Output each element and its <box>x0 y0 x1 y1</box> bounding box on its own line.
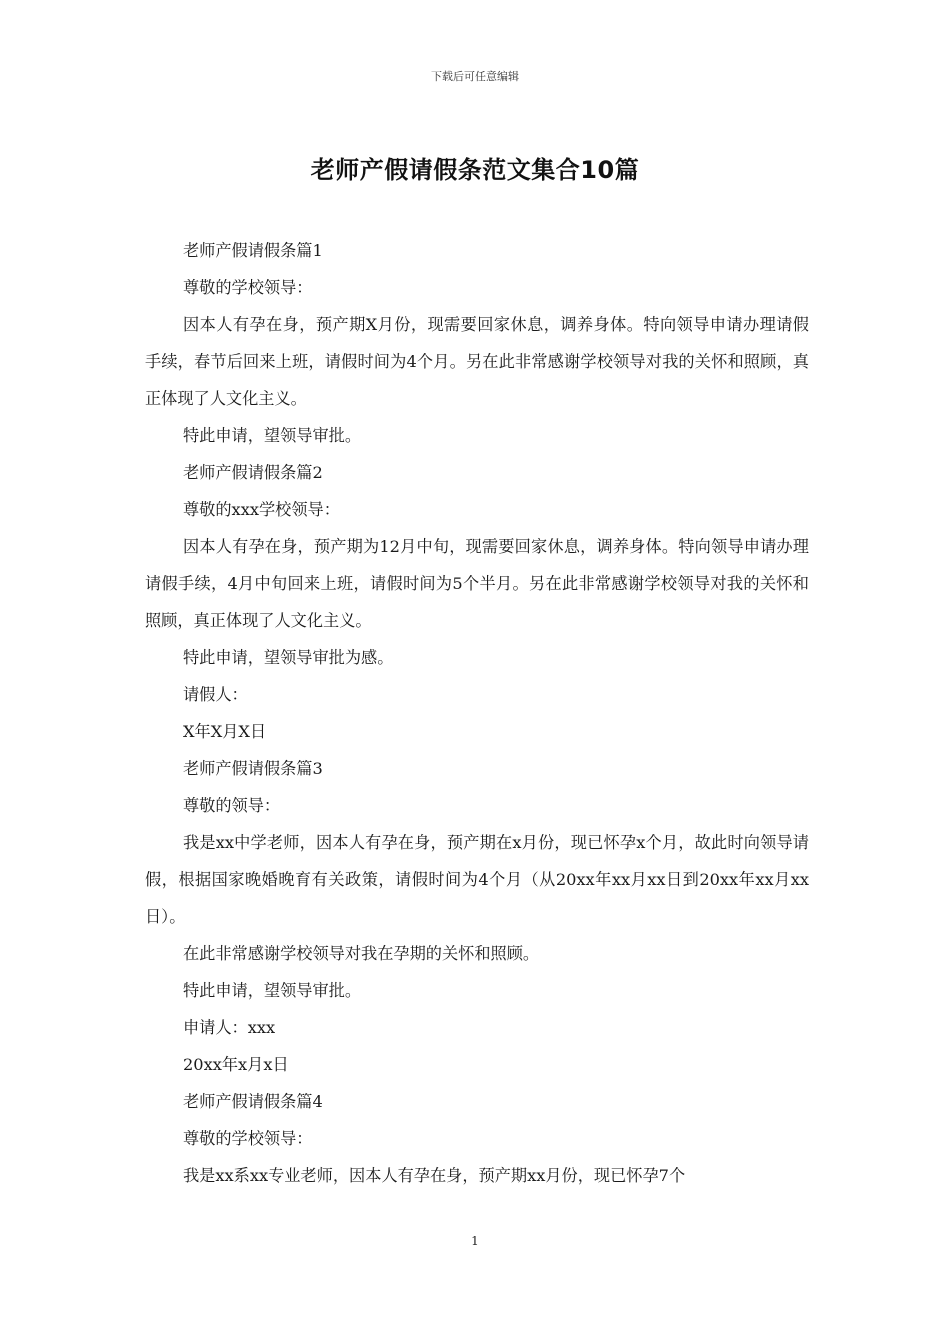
paragraph: 20xx年x月x日 <box>183 1055 289 1074</box>
paragraph: 老师产假请假条篇2 <box>183 463 323 482</box>
paragraph: 我是xx中学老师，因本人有孕在身，预产期在x月份，现已怀孕x个月，故此时向领导请假，根据国家晚婚晚育有关政策，请假时间为4个月（从20xx年xx月xx日到20xx年xx月xx日）。 <box>145 833 809 926</box>
document-title: 老师产假请假条范文集合10篇 <box>310 156 640 184</box>
paragraph: 申请人：xxx <box>183 1018 276 1037</box>
page-number: 1 <box>471 1234 479 1248</box>
header-note: 下载后可任意编辑 <box>431 70 519 83</box>
paragraph: 老师产假请假条篇1 <box>183 241 323 260</box>
paragraph: 尊敬的领导： <box>183 796 281 815</box>
paragraph: 请假人： <box>183 685 248 704</box>
paragraph: 特此申请，望领导审批为感。 <box>183 648 394 667</box>
paragraph: 特此申请，望领导审批。 <box>183 981 362 1000</box>
paragraph: 因本人有孕在身，预产期X月份，现需要回家休息，调养身体。特向领导申请办理请假手续，春节后回来上班，请假时间为4个月。另在此非常感谢学校领导对我的关怀和照顾，真正体现了人文化主义。 <box>145 315 809 408</box>
paragraph: 在此非常感谢学校领导对我在孕期的关怀和照顾。 <box>183 944 540 963</box>
paragraph: 特此申请，望领导审批。 <box>183 426 362 445</box>
paragraph: 尊敬的xxx学校领导： <box>183 500 340 519</box>
paragraph: 我是xx系xx专业老师，因本人有孕在身，预产期xx月份，现已怀孕7个 <box>183 1166 686 1185</box>
paragraph: 老师产假请假条篇4 <box>183 1092 323 1111</box>
paragraph: 因本人有孕在身，预产期为12月中旬，现需要回家休息，调养身体。特向领导申请办理请假手续，4月中旬回来上班，请假时间为5个半月。另在此非常感谢学校领导对我的关怀和照顾，真正体现了人文化主义。 <box>145 537 809 630</box>
paragraph: 老师产假请假条篇3 <box>183 759 323 778</box>
paragraph: 尊敬的学校领导： <box>183 278 313 297</box>
paragraph: 尊敬的学校领导： <box>183 1129 313 1148</box>
document-body <box>145 232 809 1194</box>
paragraph: X年X月X日 <box>183 722 267 741</box>
